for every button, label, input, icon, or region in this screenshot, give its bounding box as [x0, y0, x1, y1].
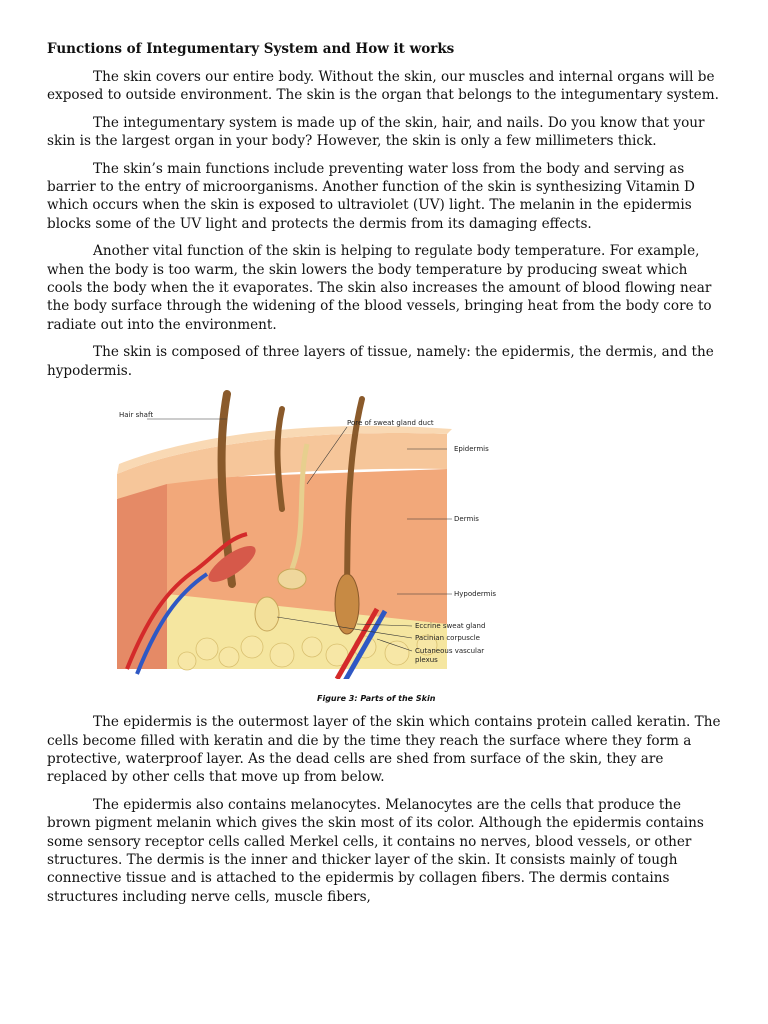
- label-pore: Pore of sweat gland duct: [347, 419, 434, 428]
- label-pacinian: Pacinian corpuscle: [415, 634, 480, 643]
- eccrine-gland: [278, 569, 306, 589]
- pacinian-corpuscle: [255, 597, 279, 631]
- label-hair-shaft: Hair shaft: [119, 411, 154, 420]
- document-title: Functions of Integumentary System and How it works: [47, 41, 455, 57]
- skin-diagram-illustration: [107, 389, 507, 679]
- skin-figure: [47, 389, 723, 704]
- document-page: [47, 40, 723, 915]
- hair-follicle: [335, 574, 359, 634]
- paragraph: Another vital function of the skin is helping to regulate body temperature. For example, when the body is too warm, the skin lowers the body temperature by producing sweat which cools the body when the it evaporates. The skin also increases the amount of blood flowing near the body surface through the widening of the blood vessels, bringing heat from the body core to radiate out into the environment.: [47, 243, 712, 333]
- label-eccrine: Eccrine sweat gland: [415, 622, 486, 631]
- paragraph: The epidermis is the outermost layer of the skin which contains protein called keratin. The cells become filled with keratin and die by the time they reach the surface where they form a protective, waterproof layer. As the dead cells are shed from surface of the skin, they are replaced by other cells that move up from below.: [47, 714, 721, 786]
- dermis-front: [117, 479, 167, 669]
- label-cutaneous: Cutaneous vascular: [415, 647, 485, 656]
- paragraph: The epidermis also contains melanocytes. Melanocytes are the cells that produce the brown pigment melanin which gives the skin most of its color. Although the epidermis contains some sensory receptor cells called Merkel cells, it contains no nerves, blood vessels, or other structures. The dermis is the inner and thicker layer of the skin. It consists mainly of tough connective tissue and is attached to the epidermis by collagen fibers. The dermis contains structures including nerve cells, muscle fibers,: [47, 796, 704, 905]
- label-dermis: Dermis: [454, 515, 479, 524]
- label-epidermis: Epidermis: [454, 445, 489, 454]
- paragraph: The skin covers our entire body. Without the skin, our muscles and internal organs will be exposed to outside environment. The skin is the organ that belongs to the integumentary system.: [47, 69, 719, 104]
- paragraph: The skin’s main functions include preventing water loss from the body and serving as barrier to the entry of microorganisms. Another function of the skin is synthesizing Vitamin D which occurs when the skin is exposed to ultraviolet (UV) light. The melanin in the epidermis blocks some of the UV light and protects the dermis from its damaging effects.: [47, 160, 695, 232]
- label-plexus: plexus: [415, 656, 438, 665]
- figure-caption: Figure 3: Parts of the Skin: [317, 694, 436, 704]
- paragraph: The integumentary system is made up of the skin, hair, and nails. Do you know that your skin is the largest organ in your body? However, the skin is only a few millimeters thick.: [47, 114, 705, 150]
- label-hypodermis: Hypodermis: [454, 590, 497, 599]
- paragraph: The skin is composed of three layers of tissue, namely: the epidermis, the dermis, and the hypodermis.: [47, 344, 714, 379]
